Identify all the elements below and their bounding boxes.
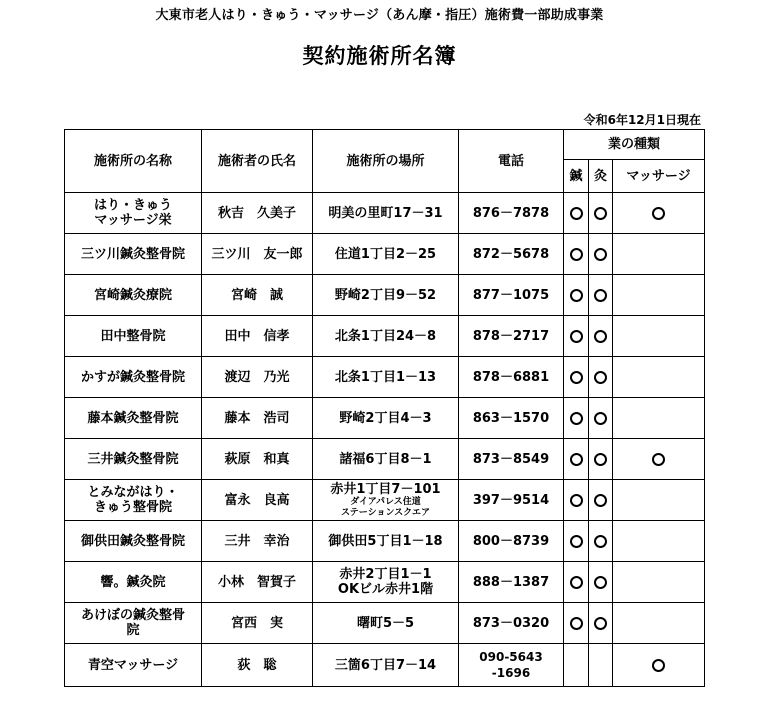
shin-cell — [564, 480, 589, 521]
kyu-cell — [589, 398, 613, 439]
shin-cell — [564, 603, 589, 644]
circle-mark-icon — [570, 330, 583, 343]
phone-cell: 876－7878 — [459, 193, 564, 234]
facility-name-line1: 田中整骨院 — [100, 328, 166, 344]
location-line1: 明美の里町17－31 — [328, 205, 443, 221]
shin-cell — [564, 357, 589, 398]
circle-mark-icon — [570, 289, 583, 302]
location-line3: ステーションスクエア — [340, 507, 430, 518]
location-cell — [313, 480, 459, 521]
location-line1: 住道1丁目2－25 — [334, 246, 437, 262]
circle-mark-icon — [570, 617, 583, 630]
kyu-cell — [589, 603, 613, 644]
location-cell — [313, 357, 459, 398]
phone-cell: 878－6881 — [459, 357, 564, 398]
circle-mark-icon — [570, 576, 583, 589]
circle-mark-icon — [594, 248, 607, 261]
facility-name-line1: 御供田鍼灸整骨院 — [80, 533, 185, 549]
circle-mark-icon — [570, 248, 583, 261]
location-line1: 北条1丁目1－13 — [334, 369, 437, 385]
phone-cell: 872－5678 — [459, 234, 564, 275]
table-row — [65, 357, 705, 398]
phone-cell: 397－9514 — [459, 480, 564, 521]
table-row — [65, 193, 705, 234]
practitioner-cell: 田中 信孝 — [202, 316, 313, 357]
table-row — [65, 562, 705, 603]
massage-cell — [613, 193, 705, 234]
location-line1: 赤井1丁目7－101 — [330, 481, 441, 497]
location-cell — [313, 316, 459, 357]
practitioner-cell: 三ツ川 友一郎 — [202, 234, 313, 275]
table-row — [65, 480, 705, 521]
phone-cell: 877－1075 — [459, 275, 564, 316]
facility-name-cell — [65, 193, 202, 234]
circle-mark-icon — [652, 207, 665, 220]
location-line1: 御供田5丁目1－18 — [328, 533, 443, 549]
massage-cell — [613, 439, 705, 480]
phone-cell: 878－2717 — [459, 316, 564, 357]
location-cell — [313, 521, 459, 562]
phone-cell: 800－8739 — [459, 521, 564, 562]
facility-name-line1: 宮崎鍼灸療院 — [93, 287, 172, 303]
facility-name-cell — [65, 398, 202, 439]
facility-name-cell — [65, 603, 202, 644]
phone-line1: 090-5643 — [479, 650, 543, 664]
shin-cell — [564, 439, 589, 480]
massage-cell — [613, 603, 705, 644]
shin-cell — [564, 316, 589, 357]
circle-mark-icon — [570, 207, 583, 220]
practitioner-cell: 宮崎 誠 — [202, 275, 313, 316]
facility-name-cell — [65, 562, 202, 603]
circle-mark-icon — [594, 494, 607, 507]
facility-name-cell — [65, 234, 202, 275]
location-line1: 野崎2丁目9－52 — [334, 287, 437, 303]
circle-mark-icon — [594, 617, 607, 630]
col-header-service-type: 業の種類 — [564, 130, 705, 160]
phone-cell: 863－1570 — [459, 398, 564, 439]
table-row — [65, 234, 705, 275]
col-header-facility-name: 施術所の名称 — [65, 130, 202, 193]
location-cell — [313, 603, 459, 644]
facility-name-cell — [65, 480, 202, 521]
circle-mark-icon — [594, 371, 607, 384]
facility-name-line1: かすが鍼灸整骨院 — [80, 369, 185, 385]
location-line2: ダイアパレス住道 — [350, 496, 421, 507]
practitioner-cell: 藤本 浩司 — [202, 398, 313, 439]
facility-name-line2: マッサージ栄 — [94, 213, 172, 228]
page-title: 契約施術所名簿 — [302, 44, 457, 68]
facility-name-line1: 藤本鍼灸整骨院 — [87, 410, 179, 426]
location-line1: 赤井2丁目1－1 — [339, 567, 432, 582]
facility-name-line1: 三井鍼灸整骨院 — [87, 451, 179, 467]
phone-cell — [459, 644, 564, 687]
kyu-cell — [589, 357, 613, 398]
facility-name-cell — [65, 275, 202, 316]
phone-cell: 888－1387 — [459, 562, 564, 603]
location-cell — [313, 234, 459, 275]
kyu-cell — [589, 275, 613, 316]
location-line1: 諸福6丁目8－1 — [339, 451, 432, 467]
facility-name-cell — [65, 439, 202, 480]
circle-mark-icon — [594, 535, 607, 548]
shin-cell — [564, 193, 589, 234]
practitioner-cell: 荻 聡 — [202, 644, 313, 687]
table-row — [65, 398, 705, 439]
table-row — [65, 439, 705, 480]
massage-cell — [613, 521, 705, 562]
kyu-cell — [589, 193, 613, 234]
facility-name-cell — [65, 357, 202, 398]
location-cell — [313, 439, 459, 480]
col-header-shin: 鍼 — [564, 160, 589, 193]
kyu-cell — [589, 480, 613, 521]
table-row — [65, 521, 705, 562]
massage-cell — [613, 562, 705, 603]
shin-cell — [564, 562, 589, 603]
massage-cell — [613, 480, 705, 521]
col-header-practitioner: 施術者の氏名 — [202, 130, 313, 193]
circle-mark-icon — [570, 371, 583, 384]
massage-cell — [613, 316, 705, 357]
kyu-cell — [589, 644, 613, 687]
circle-mark-icon — [570, 494, 583, 507]
facility-name-line1: あけぼの鍼灸整骨 — [80, 608, 185, 623]
kyu-cell — [589, 439, 613, 480]
massage-cell — [613, 357, 705, 398]
circle-mark-icon — [594, 576, 607, 589]
practitioner-cell: 三井 幸治 — [202, 521, 313, 562]
location-cell — [313, 562, 459, 603]
location-line1: 北条1丁目24－8 — [334, 328, 437, 344]
facility-name-cell — [65, 644, 202, 687]
table-row — [65, 316, 705, 357]
col-header-massage: マッサージ — [613, 160, 705, 193]
practitioner-cell: 秋吉 久美子 — [202, 193, 313, 234]
facility-roster-table — [64, 129, 705, 687]
massage-cell — [613, 234, 705, 275]
facility-name-line1: 響。鍼灸院 — [100, 574, 166, 590]
circle-mark-icon — [594, 289, 607, 302]
table-row — [65, 275, 705, 316]
circle-mark-icon — [570, 412, 583, 425]
location-cell — [313, 193, 459, 234]
massage-cell — [613, 275, 705, 316]
massage-cell — [613, 398, 705, 439]
circle-mark-icon — [570, 453, 583, 466]
practitioner-cell: 渡辺 乃光 — [202, 357, 313, 398]
circle-mark-icon — [570, 535, 583, 548]
shin-cell — [564, 398, 589, 439]
kyu-cell — [589, 234, 613, 275]
circle-mark-icon — [652, 453, 665, 466]
practitioner-cell: 小林 智賀子 — [202, 562, 313, 603]
practitioner-cell: 宮西 実 — [202, 603, 313, 644]
practitioner-cell: 富永 良高 — [202, 480, 313, 521]
kyu-cell — [589, 521, 613, 562]
facility-name-line1: 青空マッサージ — [87, 657, 179, 673]
kyu-cell — [589, 562, 613, 603]
location-line1: 三箇6丁目7－14 — [334, 657, 437, 673]
massage-cell — [613, 644, 705, 687]
location-line1: 曙町5－5 — [356, 615, 415, 631]
facility-name-line2: きゅう整骨院 — [93, 500, 172, 515]
facility-name-line1: 三ツ川鍼灸整骨院 — [80, 246, 185, 262]
kyu-cell — [589, 316, 613, 357]
circle-mark-icon — [594, 453, 607, 466]
facility-name-line2: 院 — [126, 623, 140, 638]
facility-name-cell — [65, 521, 202, 562]
table-body — [65, 193, 705, 687]
facility-name-line1: はり・きゅう — [93, 198, 172, 213]
location-cell — [313, 398, 459, 439]
phone-line2: -1696 — [491, 666, 531, 680]
location-cell — [313, 275, 459, 316]
facility-name-cell — [65, 316, 202, 357]
col-header-phone: 電話 — [459, 130, 564, 193]
phone-cell: 873－8549 — [459, 439, 564, 480]
as-of-date: 令和6年12月1日現在 — [583, 113, 701, 127]
shin-cell — [564, 275, 589, 316]
col-header-location: 施術所の場所 — [313, 130, 459, 193]
circle-mark-icon — [594, 412, 607, 425]
circle-mark-icon — [652, 659, 665, 672]
location-line2: OKビル赤井1階 — [337, 582, 434, 597]
facility-name-line1: とみながはり・ — [87, 485, 179, 500]
circle-mark-icon — [594, 330, 607, 343]
table-row — [65, 603, 705, 644]
table-row — [65, 644, 705, 687]
col-header-kyu: 灸 — [589, 160, 613, 193]
shin-cell — [564, 521, 589, 562]
shin-cell — [564, 644, 589, 687]
document-subtitle: 大東市老人はり・きゅう・マッサージ（あん摩・指圧）施術費一部助成事業 — [155, 8, 604, 23]
location-line1: 野崎2丁目4－3 — [339, 410, 432, 426]
phone-cell: 873－0320 — [459, 603, 564, 644]
circle-mark-icon — [594, 207, 607, 220]
shin-cell — [564, 234, 589, 275]
location-cell — [313, 644, 459, 687]
practitioner-cell: 萩原 和真 — [202, 439, 313, 480]
